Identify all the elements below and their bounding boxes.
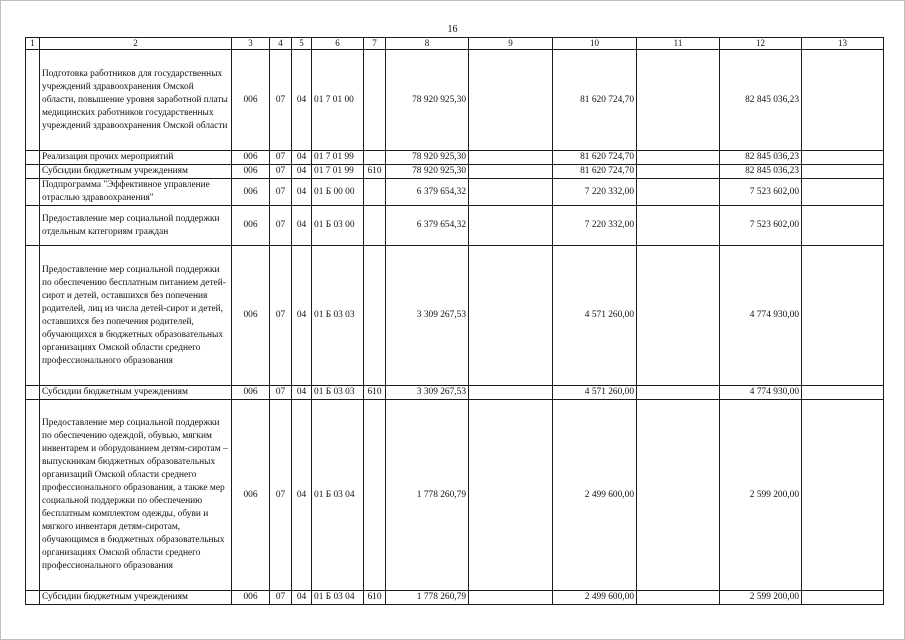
row-name: Субсидии бюджетным учреждениям bbox=[40, 591, 232, 605]
col10-cell: 4 571 260,00 bbox=[553, 386, 637, 400]
table-cell bbox=[26, 165, 40, 179]
page-number: 16 bbox=[447, 24, 458, 35]
col12-cell: 82 845 036,23 bbox=[720, 151, 802, 165]
col7-cell: 610 bbox=[364, 165, 386, 179]
col5-cell: 04 bbox=[292, 179, 312, 206]
col12-cell: 82 845 036,23 bbox=[720, 50, 802, 151]
col6-cell: 01 Б 03 04 bbox=[312, 591, 364, 605]
col13-cell bbox=[802, 165, 884, 179]
col10-cell: 2 499 600,00 bbox=[553, 400, 637, 591]
col10-cell: 81 620 724,70 bbox=[553, 50, 637, 151]
col8-cell: 3 309 267,53 bbox=[386, 246, 469, 386]
col11-cell bbox=[637, 165, 720, 179]
column-header: 9 bbox=[469, 38, 553, 50]
col4-cell: 07 bbox=[270, 400, 292, 591]
col4-cell: 07 bbox=[270, 386, 292, 400]
col13-cell bbox=[802, 591, 884, 605]
col5-cell: 04 bbox=[292, 400, 312, 591]
col3-cell: 006 bbox=[232, 151, 270, 165]
col9-cell bbox=[469, 165, 553, 179]
table-cell bbox=[26, 206, 40, 246]
col12-cell: 7 523 602,00 bbox=[720, 179, 802, 206]
col8-cell: 78 920 925,30 bbox=[386, 151, 469, 165]
col9-cell bbox=[469, 386, 553, 400]
col10-cell: 81 620 724,70 bbox=[553, 165, 637, 179]
table-row bbox=[26, 246, 884, 386]
col4-cell: 07 bbox=[270, 591, 292, 605]
col4-cell: 07 bbox=[270, 50, 292, 151]
col9-cell bbox=[469, 179, 553, 206]
col13-cell bbox=[802, 151, 884, 165]
col9-cell bbox=[469, 151, 553, 165]
col13-cell bbox=[802, 206, 884, 246]
col9-cell bbox=[469, 400, 553, 591]
col11-cell bbox=[637, 386, 720, 400]
col3-cell: 006 bbox=[232, 386, 270, 400]
col6-cell: 01 Б 03 03 bbox=[312, 386, 364, 400]
table-row bbox=[26, 179, 884, 206]
col5-cell: 04 bbox=[292, 165, 312, 179]
column-header: 11 bbox=[637, 38, 720, 50]
col8-cell: 1 778 260,79 bbox=[386, 400, 469, 591]
column-header: 8 bbox=[386, 38, 469, 50]
col5-cell: 04 bbox=[292, 591, 312, 605]
col7-cell bbox=[364, 400, 386, 591]
col9-cell bbox=[469, 246, 553, 386]
row-name: Реализация прочих мероприятий bbox=[40, 151, 232, 165]
col9-cell bbox=[469, 206, 553, 246]
column-header: 4 bbox=[270, 38, 292, 50]
col7-cell: 610 bbox=[364, 386, 386, 400]
row-name: Подготовка работников для государственных учреждений здравоохранения Омской области, повышение уровня заработной платы медицинских работников государственных учреждений здравоохранения Омской области bbox=[40, 50, 232, 151]
col6-cell: 01 Б 03 00 bbox=[312, 206, 364, 246]
col11-cell bbox=[637, 151, 720, 165]
col7-cell bbox=[364, 246, 386, 386]
col3-cell: 006 bbox=[232, 591, 270, 605]
col3-cell: 006 bbox=[232, 50, 270, 151]
table-cell bbox=[26, 246, 40, 386]
col13-cell bbox=[802, 50, 884, 151]
col7-cell bbox=[364, 50, 386, 151]
col13-cell bbox=[802, 386, 884, 400]
column-header: 12 bbox=[720, 38, 802, 50]
col4-cell: 07 bbox=[270, 179, 292, 206]
row-name: Субсидии бюджетным учреждениям bbox=[40, 165, 232, 179]
col5-cell: 04 bbox=[292, 246, 312, 386]
col5-cell: 04 bbox=[292, 50, 312, 151]
col10-cell: 81 620 724,70 bbox=[553, 151, 637, 165]
col6-cell: 01 7 01 00 bbox=[312, 50, 364, 151]
col6-cell: 01 7 01 99 bbox=[312, 151, 364, 165]
col11-cell bbox=[637, 591, 720, 605]
col10-cell: 4 571 260,00 bbox=[553, 246, 637, 386]
table-cell bbox=[26, 591, 40, 605]
row-name: Подпрограмма "Эффективное управление отраслью здравоохранения" bbox=[40, 179, 232, 206]
table-cell bbox=[26, 179, 40, 206]
col11-cell bbox=[637, 179, 720, 206]
column-header: 2 bbox=[40, 38, 232, 50]
row-name: Субсидии бюджетным учреждениям bbox=[40, 386, 232, 400]
column-header: 6 bbox=[312, 38, 364, 50]
table-cell bbox=[26, 386, 40, 400]
col11-cell bbox=[637, 400, 720, 591]
col4-cell: 07 bbox=[270, 206, 292, 246]
col6-cell: 01 7 01 99 bbox=[312, 165, 364, 179]
col13-cell bbox=[802, 246, 884, 386]
table-cell bbox=[26, 151, 40, 165]
col7-cell bbox=[364, 206, 386, 246]
col5-cell: 04 bbox=[292, 386, 312, 400]
col12-cell: 4 774 930,00 bbox=[720, 246, 802, 386]
col8-cell: 1 778 260,79 bbox=[386, 591, 469, 605]
row-name: Предоставление мер социальной поддержки отдельным категориям граждан bbox=[40, 206, 232, 246]
column-header: 1 bbox=[26, 38, 40, 50]
table-row bbox=[26, 400, 884, 591]
col10-cell: 7 220 332,00 bbox=[553, 206, 637, 246]
column-header: 3 bbox=[232, 38, 270, 50]
col7-cell: 610 bbox=[364, 591, 386, 605]
col5-cell: 04 bbox=[292, 206, 312, 246]
table-cell bbox=[26, 400, 40, 591]
col12-cell: 7 523 602,00 bbox=[720, 206, 802, 246]
table-row bbox=[26, 206, 884, 246]
table-cell bbox=[26, 50, 40, 151]
col11-cell bbox=[637, 50, 720, 151]
col10-cell: 7 220 332,00 bbox=[553, 179, 637, 206]
column-header: 13 bbox=[802, 38, 884, 50]
col10-cell: 2 499 600,00 bbox=[553, 591, 637, 605]
header-row bbox=[26, 38, 884, 50]
col12-cell: 2 599 200,00 bbox=[720, 400, 802, 591]
col3-cell: 006 bbox=[232, 179, 270, 206]
col4-cell: 07 bbox=[270, 151, 292, 165]
col11-cell bbox=[637, 206, 720, 246]
col6-cell: 01 Б 03 03 bbox=[312, 246, 364, 386]
table-row bbox=[26, 591, 884, 605]
table-row bbox=[26, 50, 884, 151]
table-row bbox=[26, 165, 884, 179]
col12-cell: 4 774 930,00 bbox=[720, 386, 802, 400]
col7-cell bbox=[364, 179, 386, 206]
col4-cell: 07 bbox=[270, 165, 292, 179]
col9-cell bbox=[469, 591, 553, 605]
col6-cell: 01 Б 03 04 bbox=[312, 400, 364, 591]
col3-cell: 006 bbox=[232, 400, 270, 591]
col6-cell: 01 Б 00 00 bbox=[312, 179, 364, 206]
col9-cell bbox=[469, 50, 553, 151]
col3-cell: 006 bbox=[232, 246, 270, 386]
col8-cell: 3 309 267,53 bbox=[386, 386, 469, 400]
col7-cell bbox=[364, 151, 386, 165]
column-header: 7 bbox=[364, 38, 386, 50]
col8-cell: 78 920 925,30 bbox=[386, 50, 469, 151]
col11-cell bbox=[637, 246, 720, 386]
col8-cell: 6 379 654,32 bbox=[386, 206, 469, 246]
budget-table bbox=[25, 37, 884, 605]
table-row bbox=[26, 151, 884, 165]
col5-cell: 04 bbox=[292, 151, 312, 165]
col12-cell: 82 845 036,23 bbox=[720, 165, 802, 179]
col13-cell bbox=[802, 179, 884, 206]
row-name: Предоставление мер социальной поддержки по обеспечению одеждой, обувью, мягким инвентарем и оборудованием детям-сиротам – выпускникам бюджетных образовательных организаций Омской области среднего профессионального образования, а также мер социальной поддержки по обеспечению бесплатным комплектом одежды, обуви и мягкого инвентаря детям-сиротам, обучающимся в бюджетных образовательных организациях Омской области среднего профессионального образования bbox=[40, 400, 232, 591]
col12-cell: 2 599 200,00 bbox=[720, 591, 802, 605]
column-header: 5 bbox=[292, 38, 312, 50]
table-row bbox=[26, 386, 884, 400]
col3-cell: 006 bbox=[232, 165, 270, 179]
row-name: Предоставление мер социальной поддержки по обеспечению бесплатным питанием детей-сирот и детей, оставшихся без попечения родителей, лиц из числа детей-сирот и детей, оставшихся без попечения родителей, обучающихся в бюджетных образовательных организациях Омской области среднего профессионального образования bbox=[40, 246, 232, 386]
col4-cell: 07 bbox=[270, 246, 292, 386]
col13-cell bbox=[802, 400, 884, 591]
col8-cell: 6 379 654,32 bbox=[386, 179, 469, 206]
column-header: 10 bbox=[553, 38, 637, 50]
col3-cell: 006 bbox=[232, 206, 270, 246]
col8-cell: 78 920 925,30 bbox=[386, 165, 469, 179]
